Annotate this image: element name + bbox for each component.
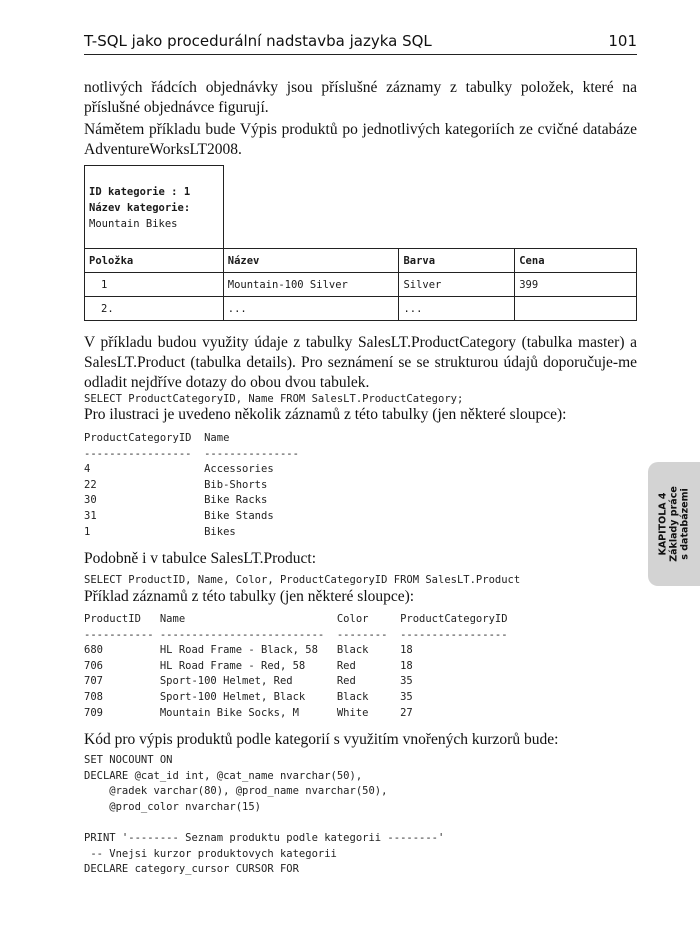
column-header: Cena [515,249,637,273]
column-header: Položka [85,249,224,273]
paragraph-7: Kód pro výpis produktů podle kategorií s využitím vnořených kurzorů bude: [84,731,559,748]
result-category-list: ProductCategoryID Name ----------------- --------------- 4 Accessories 22 Bib-Shorts 30 Bike Racks 31 Bike Stands 1 Bikes [84,432,299,538]
table-cell [515,297,637,321]
paragraph-2: Námětem příkladu bude Výpis produktů po jednotlivých kategoriích ze cvičné databáze AdventureWorksLT2008. [84,121,637,158]
paragraph-1: notlivých řádcích objednávky jsou příslušné záznamy z tabulky položek, které na příslušné objednávce figurují. [84,79,637,116]
code-select-product: SELECT ProductID, Name, Color, ProductCategoryID FROM SalesLT.Product [84,574,521,586]
paragraph-4: Pro ilustraci je uvedeno několik záznamů z této tabulky (jen některé sloupce): [84,406,567,423]
category-box [84,165,224,249]
paragraph-6: Příklad záznamů z této tabulky (jen některé sloupce): [84,588,415,605]
code-select-category: SELECT ProductCategoryID, Name FROM SalesLT.ProductCategory; [84,393,464,405]
category-id-label: ID kategorie : 1 [89,186,191,198]
table-header-row [85,249,637,273]
table-cell: 2. [85,297,224,321]
result-product-list: ProductID Name Color ProductCategoryID ----------- -------------------------- -------- ----------------- 680 HL Road Frame - Black, 58 Black 18 706 HL Road Frame - Red, 58 Red 18 707 Sport-100 Helmet, Red Red 35 708 Sport-100 Helmet, Black Black 35 709 Mountain Bike Socks, M White 27 [84,613,508,719]
page-header [84,30,637,55]
chapter-side-tab [648,462,700,586]
paragraph-5: Podobně i v tabulce SalesLT.Product: [84,550,317,567]
paragraph-3: V příkladu budou využity údaje z tabulky SalesLT.ProductCategory (tabulka master) a SalesLT.Product (tabulka details). Pro seznámení se se strukturou údajů doporučuje-me odladit nejdříve dotazy do obou dvou tabulek. [84,334,637,391]
table-cell: ... [223,297,399,321]
page-number: 101 [608,32,637,50]
chapter-title: T-SQL jako procedurální nadstavba jazyka SQL [84,32,432,50]
column-header: Barva [399,249,515,273]
column-header: Název [223,249,399,273]
table-row [85,273,637,297]
side-tab-title-2: s databázemi [679,488,691,560]
table-cell: Silver [399,273,515,297]
code-cursor-example: SET NOCOUNT ON DECLARE @cat_id int, @cat_name nvarchar(50), @radek varchar(80), @prod_name nvarchar(50), @prod_color nvarchar(15) PRINT '-------- Seznam produktu podle kategorii --------' -- Vnejsi kurzor produktovych kategorii DECLARE category_cursor CURSOR FOR [84,754,445,876]
table-cell: ... [399,297,515,321]
table-cell: Mountain-100 Silver [223,273,399,297]
side-tab-title-1: Základy práce [668,486,680,562]
table-cell: 1 [85,273,224,297]
product-table [84,248,637,321]
category-name-value: Mountain Bikes [89,218,178,230]
category-name-label: Název kategorie: [89,202,191,214]
table-row [85,297,637,321]
side-tab-chapter: KAPITOLA 4 [657,492,669,556]
table-cell: 399 [515,273,637,297]
